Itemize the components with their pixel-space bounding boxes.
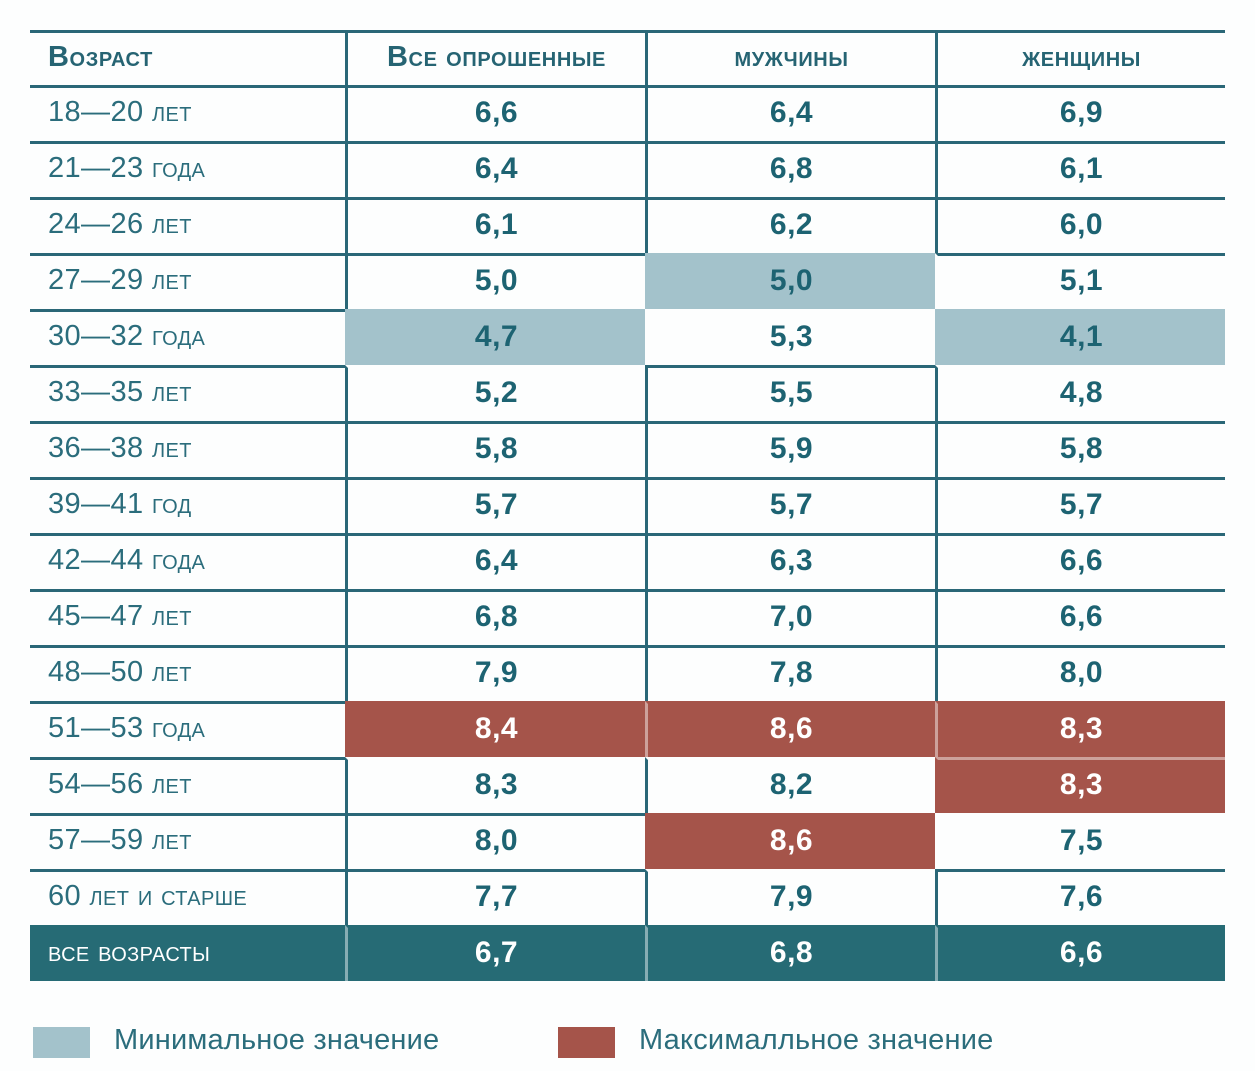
cell-all [345,925,645,981]
cell-all [345,645,645,701]
cell-women [935,701,1225,757]
cell-women [935,30,1225,85]
cell-women [935,197,1225,253]
value-all: 6,4 [474,544,519,577]
cell-men [645,645,935,701]
value-all: 6,8 [474,600,519,633]
value-men: 7,8 [769,656,814,689]
value-men: 5,3 [769,320,814,353]
value-men: 7,9 [769,880,814,913]
cell-men [645,925,935,981]
value-all: 7,7 [474,880,519,913]
cell-age [30,645,345,701]
table-row [30,309,1225,365]
value-men: 5,5 [769,376,814,409]
cell-age [30,141,345,197]
value-men: 5,0 [769,264,814,297]
table-row [30,197,1225,253]
value-women: 6,1 [1059,152,1104,185]
cell-men [645,813,935,869]
table-row [30,253,1225,309]
value-all: 5,0 [474,264,519,297]
cell-women [935,925,1225,981]
cell-age [30,197,345,253]
value-all: 6,1 [474,208,519,241]
cell-men [645,477,935,533]
table-row [30,645,1225,701]
cell-women [935,533,1225,589]
age-label: 60 лет и старше [48,880,248,912]
cell-all [345,141,645,197]
value-men: 7,0 [769,600,814,633]
age-label: 39—41 год [48,488,192,520]
legend-max-label: Максималльное значение [639,1024,994,1056]
value-all: 8,0 [474,824,519,857]
cell-all [345,757,645,813]
value-men: 6,8 [769,152,814,185]
legend-max-swatch [558,1027,615,1058]
cell-women [935,813,1225,869]
value-men: 6,8 [769,936,814,969]
cell-women [935,85,1225,141]
cell-all [345,869,645,925]
cell-age [30,589,345,645]
cell-age [30,757,345,813]
value-men: 5,7 [769,488,814,521]
age-label: 18—20 лет [48,96,192,128]
age-label: 33—35 лет [48,376,192,408]
table-row [30,421,1225,477]
cell-all [345,813,645,869]
value-all: 5,2 [474,376,519,409]
value-women: 5,8 [1059,432,1104,465]
age-label: 54—56 лет [48,768,192,800]
value-women: 6,6 [1059,600,1104,633]
value-women: 8,3 [1059,768,1104,801]
cell-women [935,757,1225,813]
header-all: Все опрошенные [387,40,606,73]
value-women: 8,0 [1059,656,1104,689]
cell-men [645,309,935,365]
cell-women [935,589,1225,645]
cell-men [645,701,935,757]
value-women: 7,5 [1059,824,1104,857]
age-label: 51—53 года [48,712,206,744]
cell-all [345,477,645,533]
cell-women [935,253,1225,309]
cell-all [345,533,645,589]
cell-age [30,533,345,589]
cell-age [30,869,345,925]
cell-all [345,85,645,141]
value-women: 5,7 [1059,488,1104,521]
age-label: 45—47 лет [48,600,192,632]
cell-women [935,421,1225,477]
cell-all [345,309,645,365]
table-row [30,869,1225,925]
value-all: 5,8 [474,432,519,465]
cell-all [345,589,645,645]
cell-age [30,85,345,141]
cell-age [30,365,345,421]
header-row [30,30,1225,85]
legend-min [33,1026,439,1059]
cell-age [30,253,345,309]
total-row [30,925,1225,981]
value-all: 5,7 [474,488,519,521]
cell-men [645,30,935,85]
value-men: 8,6 [769,824,814,857]
age-label: все возрасты [48,936,211,968]
cell-all [345,421,645,477]
age-table [30,30,1225,981]
table-row [30,701,1225,757]
value-women: 6,6 [1059,936,1104,969]
cell-men [645,533,935,589]
cell-men [645,197,935,253]
cell-all [345,365,645,421]
age-label: 42—44 года [48,544,206,576]
value-men: 5,9 [769,432,814,465]
cell-all [345,701,645,757]
cell-age [30,421,345,477]
header-women: женщины [1022,40,1141,73]
value-all: 4,7 [474,320,519,353]
age-label: 48—50 лет [48,656,192,688]
cell-age [30,701,345,757]
cell-men [645,757,935,813]
value-all: 8,3 [474,768,519,801]
value-women: 5,1 [1059,264,1104,297]
cell-women [935,869,1225,925]
value-women: 4,8 [1059,376,1104,409]
legend-min-swatch [33,1027,90,1058]
age-label: 27—29 лет [48,264,192,296]
legend-min-label: Минимальное значение [114,1024,440,1056]
table-row [30,141,1225,197]
value-women: 4,1 [1059,320,1104,353]
value-all: 6,6 [474,96,519,129]
cell-age [30,309,345,365]
cell-all [345,253,645,309]
cell-all [345,197,645,253]
age-label: 30—32 года [48,320,206,352]
cell-age [30,925,345,981]
value-men: 8,6 [769,712,814,745]
value-all: 6,7 [474,936,519,969]
header-men: мужчины [734,40,849,73]
table-row [30,365,1225,421]
cell-men [645,589,935,645]
value-all: 6,4 [474,152,519,185]
cell-men [645,141,935,197]
cell-age [30,813,345,869]
age-label: 36—38 лет [48,432,192,464]
age-label: 24—26 лет [48,208,192,240]
cell-men [645,869,935,925]
value-men: 8,2 [769,768,814,801]
cell-men [645,253,935,309]
value-men: 6,3 [769,544,814,577]
cell-women [935,141,1225,197]
age-label: 57—59 лет [48,824,192,856]
cell-men [645,421,935,477]
age-label: 21—23 года [48,152,206,184]
legend-max [558,1026,993,1059]
value-women: 6,9 [1059,96,1104,129]
cell-men [645,85,935,141]
value-women: 7,6 [1059,880,1104,913]
value-women: 6,6 [1059,544,1104,577]
cell-men [645,365,935,421]
table-row [30,589,1225,645]
value-men: 6,4 [769,96,814,129]
cell-age [30,30,345,85]
cell-all [345,30,645,85]
value-all: 8,4 [474,712,519,745]
table-row [30,533,1225,589]
value-men: 6,2 [769,208,814,241]
table-row [30,477,1225,533]
cell-women [935,477,1225,533]
cell-women [935,365,1225,421]
table-row [30,813,1225,869]
cell-age [30,477,345,533]
header-age: Возраст [48,40,153,73]
table-row [30,757,1225,813]
cell-women [935,309,1225,365]
cell-women [935,645,1225,701]
value-all: 7,9 [474,656,519,689]
value-women: 6,0 [1059,208,1104,241]
value-women: 8,3 [1059,712,1104,745]
table-row [30,85,1225,141]
